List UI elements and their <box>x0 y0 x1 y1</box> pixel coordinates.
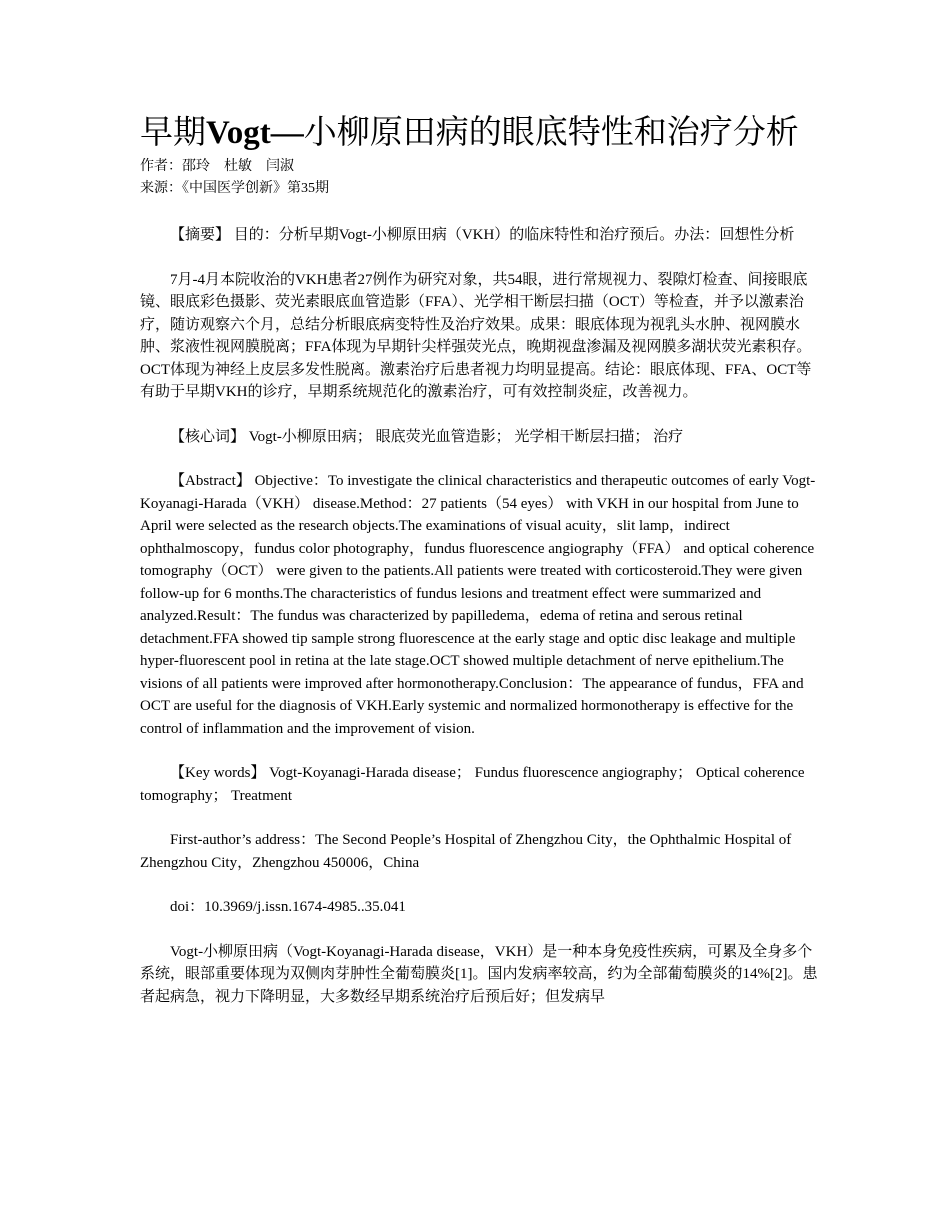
authors: 作者：邵玲 杜敏 闫淑 <box>140 159 294 174</box>
article <box>140 110 820 1008</box>
abstract-cn-part-2: 7月-4月本院收治的VKH患者27例作为研究对象，共54眼，进行常规视力、裂隙灯检查、间接眼底镜、眼底彩色摄影、荧光素眼底血管造影（FFA）、光学相干断层扫描（OCT）等检查，并予以激素治疗，随访观察六个月，总结分析眼底病变特性及治疗效果。成果：眼底体现为视乳头水肿、视网膜水肿、浆液性视网膜脱离；FFA体现为早期针尖样强荧光点，晚期视盘渗漏及视网膜多湖状荧光素积存。OCT体现为神经上皮层多发性脱离。激素治疗后患者视力均明显提高。结论：眼底体现、FFA、OCT等有助于早期VKH的诊疗，早期系统规范化的激素治疗，可有效控制炎症，改善视力。 <box>140 271 812 400</box>
abstract-cn-part-1: 【摘要】 目的：分析早期Vogt-小柳原田病（VKH）的临床特性和治疗预后。办法：回想性分析 <box>170 227 795 243</box>
title-part-1: 早期 <box>140 115 206 151</box>
article-title <box>140 110 820 156</box>
title-part-2: Vogt— <box>206 115 304 151</box>
title-part-3: 小柳原田病的眼底特性和治疗分析 <box>303 115 799 151</box>
keywords-cn: 【核心词】 Vogt-小柳原田病； 眼底荧光血管造影； 光学相干断层扫描； 治疗 <box>170 428 684 445</box>
keywords-en: 【Key words】 Vogt-Koyanagi-Harada disease； Fundus fluorescence angiography； Optical coherence tomography； Treatment <box>140 765 805 804</box>
source: 来源：《中国医学创新》第35期 <box>140 181 329 196</box>
doi: doi：10.3969/j.issn.1674-4985..35.041 <box>170 899 406 915</box>
intro-paragraph: Vogt-小柳原田病（Vogt-Koyanagi-Harada disease，VKH）是一种本身免疫性疾病，可累及全身多个系统，眼部重要体现为双侧肉芽肿性全葡萄膜炎[1]。国内发病率较高，约为全部葡萄膜炎的14%[2]。患者起病急，视力下降明显，大多数经早期系统治疗后预后好；但发病早 <box>140 943 818 1005</box>
abstract-en: 【Abstract】 Objective：To investigate the clinical characteristics and therapeutic outcomes of early Vogt-Koyanagi-Harada（VKH） disease.Method：27 patients（54 eyes） with VKH in our hospital from June to April were selected as the research objects.The examinations of visual acuity，slit lamp，indirect ophthalmoscopy，fundus color photography，fundus fluorescence angiography（FFA） and optical coherence tomography（OCT） were given to the patients.All patients were treated with corticosteroid.They were given follow-up for 6 months.The characteristics of fundus lesions and treatment effect were summarized and analyzed.Result：The fundus was characterized by papilledema，edema of retina and serous retinal detachment.FFA showed tip sample strong fluorescence at the early stage and optic disc leakage and multiple hyper-fluorescent pool in retina at the late stage.OCT showed multiple detachment of nerve epithelium.The visions of all patients were improved after hormonotherapy.Conclusion：The appearance of fundus，FFA and OCT are useful for the diagnosis of VKH.Early systemic and normalized hormonotherapy is effective for the control of inflammation and the improvement of vision. <box>140 473 816 737</box>
author-address: First-author’s address：The Second People’s Hospital of Zhengzhou City，the Ophthalmic Hospital of Zhengzhou City，Zhengzhou 450006，China <box>140 832 792 871</box>
